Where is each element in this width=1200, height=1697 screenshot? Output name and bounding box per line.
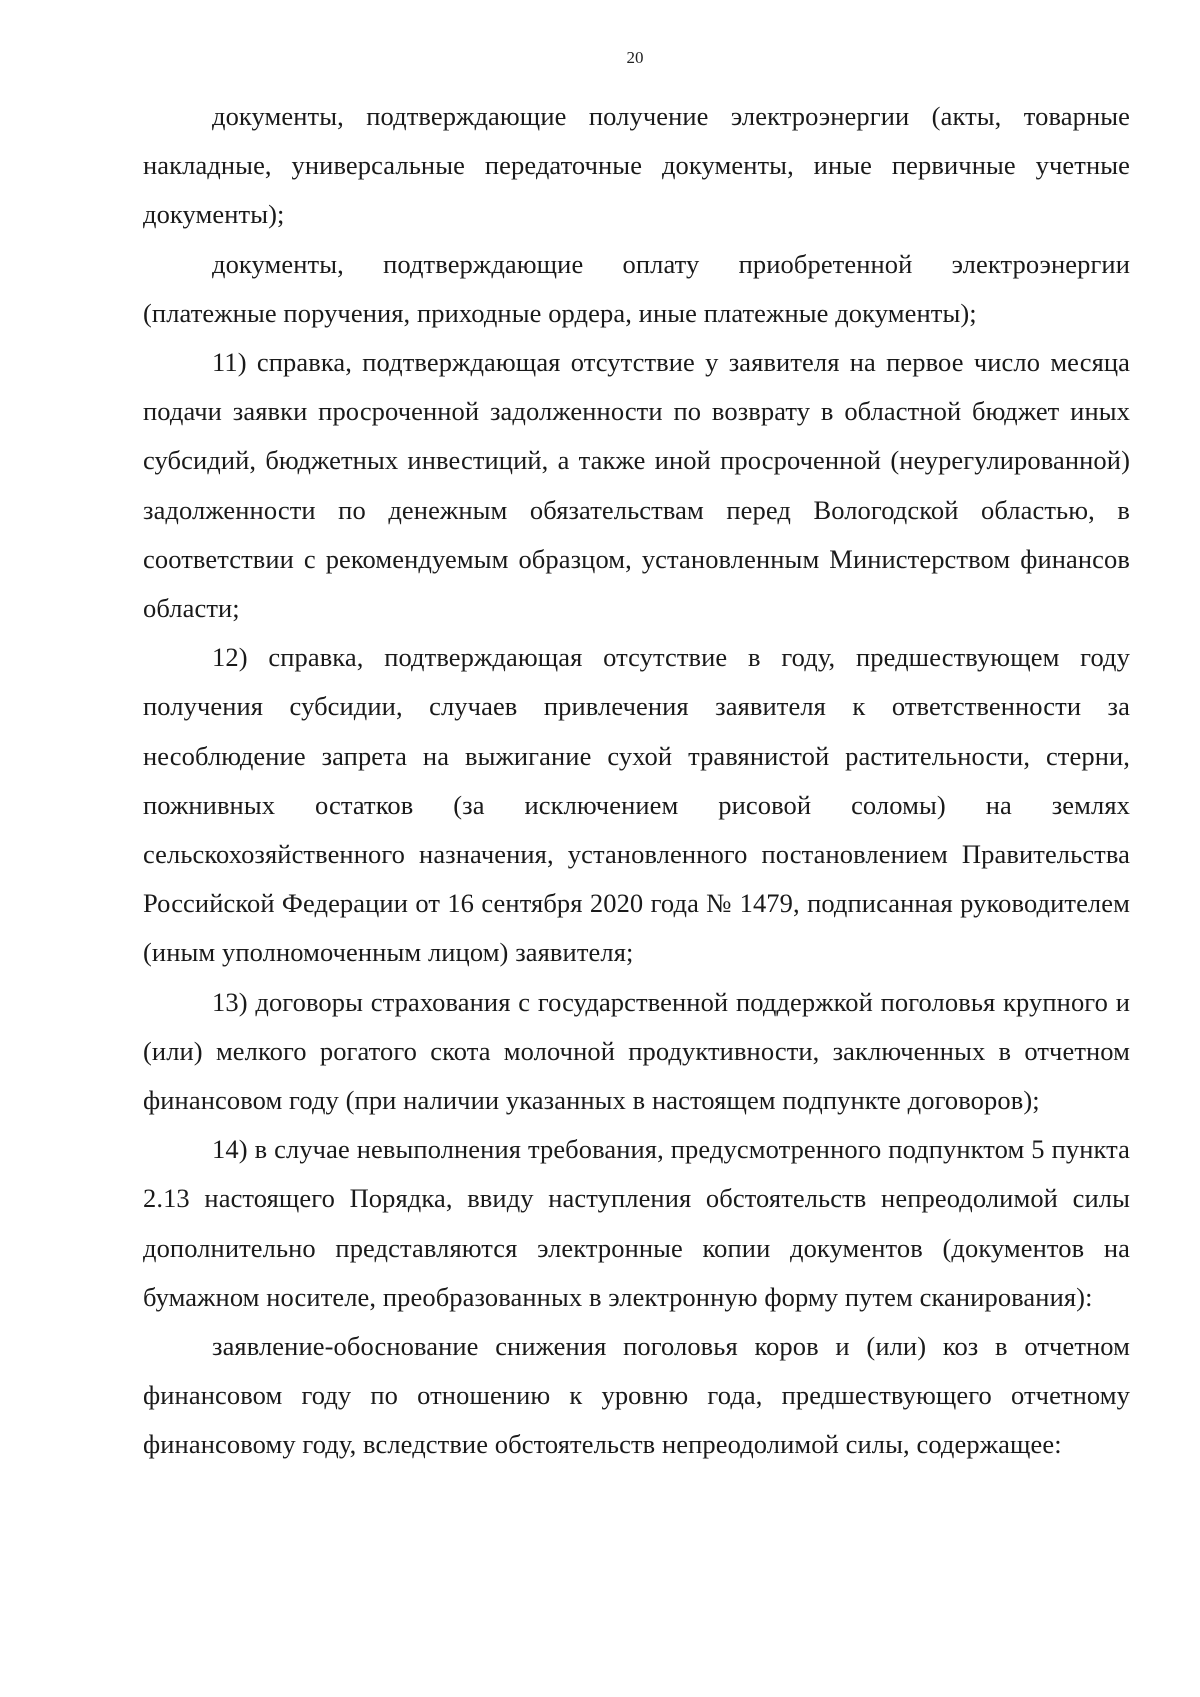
paragraph-item-14: 14) в случае невыполнения требования, предусмотренного подпунктом 5 пункта 2.13 настоящего Порядка, ввиду наступления обстоятельств непреодолимой силы дополнительно представляются электронные копии документов (документов на бумажном носителе, преобразованных в электронную форму путем сканирования): [143,1134,1130,1312]
paragraph-statement-justification: заявление-обоснование снижения поголовья коров и (или) коз в отчетном финансовом году по отношению к уровню года, предшествующего отчетному финансовому году, вследствие обстоятельств непреодолимой силы, содержащее: [143,1331,1130,1460]
paragraph-item-13: 13) договоры страхования с государственной поддержкой поголовья крупного и (или) мелкого рогатого скота молочной продуктивности, заключенных в отчетном финансовом году (при наличии указанных в настоящем подпункте договоров); [143,986,1130,1116]
page-number: 20 [626,48,644,67]
document-body [143,92,1130,1470]
paragraph-electricity-receipt-docs: документы, подтверждающие получение электроэнергии (акты, товарные накладные, универсальные передаточные документы, иные первичные учетные документы); [143,101,1130,230]
paragraph-electricity-payment-docs: документы, подтверждающие оплату приобретенной электроэнергии (платежные поручения, приходные ордера, иные платежные документы); [143,248,1130,328]
paragraph-item-12: 12) справка, подтверждающая отсутствие в году, предшествующем году получения субсидии, случаев привлечения заявителя к ответственности за несоблюдение запрета на выжигание сухой травянистой растительности, стерни, пожнивных остатков (за исключением рисовой соломы) на землях сельскохозяйственного назначения, установленного постановлением Правительства Российской Федерации от 16 сентября 2020 года № 1479, подписанная руководителем (иным уполномоченным лицом) заявителя; [143,642,1130,968]
paragraph-item-11: 11) справка, подтверждающая отсутствие у заявителя на первое число месяца подачи заявки просроченной задолженности по возврату в областной бюджет иных субсидий, бюджетных инвестиций, а также иной просроченной (неурегулированной) задолженности по денежным обязательствам перед Вологодской областью, в соответствии с рекомендуемым образцом, установленным Министерством финансов области; [143,347,1130,624]
